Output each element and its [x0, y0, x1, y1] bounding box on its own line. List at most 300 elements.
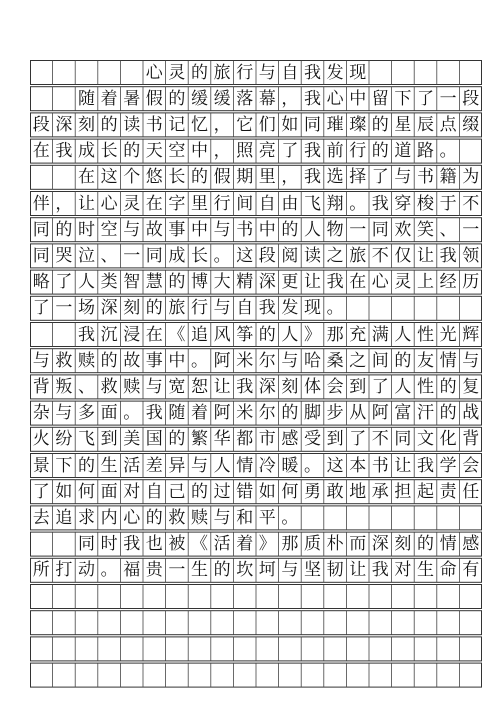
- grid-character: 起: [416, 481, 434, 502]
- grid-character: 人: [394, 376, 412, 397]
- grid-character: 行: [190, 298, 208, 319]
- grid-character: 的: [394, 350, 412, 371]
- grid-character: 平: [258, 507, 276, 528]
- grid-character: 与: [462, 350, 480, 371]
- grid-character: 于: [439, 193, 457, 214]
- grid-character: 长: [168, 167, 186, 188]
- grid-character: 下: [394, 88, 412, 109]
- grid-character: 的: [145, 507, 163, 528]
- grid-character: 那: [281, 534, 299, 555]
- grid-character: 生: [100, 455, 118, 476]
- grid-character: 璀: [326, 114, 344, 135]
- grid-character: 沉: [100, 324, 118, 345]
- grid-character: 贵: [145, 560, 163, 581]
- grid-character: 与: [258, 62, 276, 83]
- grid-character: 点: [439, 114, 457, 135]
- grid-character: 面: [100, 403, 118, 424]
- grid-character: 坷: [258, 560, 276, 581]
- grid-character: 《: [168, 324, 186, 345]
- grid-character: 辰: [416, 114, 434, 135]
- grid-character: 这: [100, 167, 118, 188]
- grid-character: 与: [281, 560, 299, 581]
- grid-character: 叛: [55, 376, 73, 397]
- grid-character: 深: [100, 298, 118, 319]
- grid-character: 桑: [326, 350, 344, 371]
- grid-character: 着: [190, 403, 208, 424]
- grid-character: 筝: [236, 324, 254, 345]
- grid-character: 恕: [190, 376, 208, 397]
- grid-character: 幕: [258, 88, 276, 109]
- grid-character: 战: [462, 403, 480, 424]
- grid-character: 与: [190, 455, 208, 476]
- grid-character: 》: [258, 534, 276, 555]
- grid-character: 到: [349, 376, 367, 397]
- grid-character: 赎: [190, 507, 208, 528]
- grid-character: 中: [190, 141, 208, 162]
- grid-character: 成: [168, 245, 186, 266]
- grid-character: 。: [326, 298, 344, 319]
- grid-character: 时: [77, 219, 95, 240]
- grid-character: 复: [462, 376, 480, 397]
- grid-character: 的: [190, 62, 208, 83]
- grid-character: 对: [123, 481, 141, 502]
- grid-character: 冷: [258, 455, 276, 476]
- grid-character: 情: [236, 455, 254, 476]
- grid-character: 中: [258, 219, 276, 240]
- grid-character: 人: [303, 219, 321, 240]
- grid-character: 在: [145, 193, 163, 214]
- grid-character: 间: [236, 193, 254, 214]
- grid-character: ，: [281, 167, 299, 188]
- grid-character: 的: [55, 219, 73, 240]
- grid-character: 暑: [123, 88, 141, 109]
- grid-character: 的: [190, 481, 208, 502]
- writing-grid: [30, 60, 482, 690]
- grid-character: 暖: [281, 455, 299, 476]
- grid-character: 让: [416, 245, 434, 266]
- grid-character: 己: [168, 481, 186, 502]
- grid-character: 情: [439, 534, 457, 555]
- grid-character: 与: [213, 219, 231, 240]
- grid-character: 去: [32, 507, 50, 528]
- grid-character: 更: [281, 272, 299, 293]
- grid-character: 辉: [462, 324, 480, 345]
- grid-character: 欢: [394, 219, 412, 240]
- grid-character: 会: [326, 376, 344, 397]
- grid-character: 缀: [462, 114, 480, 135]
- grid-character: 一: [439, 88, 457, 109]
- grid-character: 何: [77, 481, 95, 502]
- grid-character: 与: [145, 376, 163, 397]
- grid-character: 市: [258, 429, 276, 450]
- grid-character: 随: [168, 403, 186, 424]
- grid-character: 风: [213, 324, 231, 345]
- grid-character: 动: [77, 560, 95, 581]
- grid-character: 天: [145, 141, 163, 162]
- grid-character: 伴: [32, 193, 50, 214]
- grid-character: 。: [190, 350, 208, 371]
- grid-character: 历: [462, 272, 480, 293]
- grid-character: 中: [168, 350, 186, 371]
- grid-character: 着: [236, 534, 254, 555]
- grid-character: 场: [77, 298, 95, 319]
- grid-character: 感: [462, 534, 480, 555]
- grid-character: 了: [55, 272, 73, 293]
- grid-character: 在: [145, 324, 163, 345]
- grid-character: 前: [326, 141, 344, 162]
- grid-character: 故: [123, 350, 141, 371]
- grid-character: 刻: [394, 534, 412, 555]
- grid-character: ，: [55, 193, 73, 214]
- grid-character: 里: [190, 193, 208, 214]
- grid-character: 性: [416, 324, 434, 345]
- grid-character: 阿: [213, 403, 231, 424]
- grid-character: 自: [258, 193, 276, 214]
- grid-character: 智: [123, 272, 141, 293]
- grid-character: 活: [213, 534, 231, 555]
- grid-character: 多: [77, 403, 95, 424]
- grid-character: 灵: [123, 193, 141, 214]
- grid-character: 中: [349, 88, 367, 109]
- grid-character: 所: [32, 560, 50, 581]
- grid-character: 。: [100, 560, 118, 581]
- grid-character: 这: [326, 455, 344, 476]
- grid-character: 长: [100, 141, 118, 162]
- grid-character: 一: [168, 560, 186, 581]
- grid-character: 书: [145, 114, 163, 135]
- grid-character: 我: [326, 272, 344, 293]
- grid-character: 与: [123, 219, 141, 240]
- grid-character: 救: [100, 376, 118, 397]
- grid-character: 与: [213, 507, 231, 528]
- grid-character: 择: [349, 167, 367, 188]
- grid-character: 体: [303, 376, 321, 397]
- grid-character: 坚: [303, 560, 321, 581]
- grid-character: 到: [100, 429, 118, 450]
- grid-character: 留: [371, 88, 389, 109]
- grid-character: 我: [303, 167, 321, 188]
- grid-character: 了: [349, 429, 367, 450]
- grid-character: 朴: [326, 534, 344, 555]
- grid-character: 一: [55, 298, 73, 319]
- grid-character: 同: [394, 429, 412, 450]
- grid-character: 我: [55, 141, 73, 162]
- grid-character: 的: [77, 455, 95, 476]
- grid-character: 让: [349, 560, 367, 581]
- grid-character: 同: [303, 114, 321, 135]
- grid-character: 的: [190, 167, 208, 188]
- grid-character: 。: [123, 403, 141, 424]
- grid-character: 赎: [77, 350, 95, 371]
- grid-character: 书: [371, 455, 389, 476]
- grid-character: 照: [236, 141, 254, 162]
- grid-character: 精: [236, 272, 254, 293]
- grid-character: 我: [303, 88, 321, 109]
- grid-character: 我: [123, 534, 141, 555]
- grid-character: 不: [371, 245, 389, 266]
- grid-character: 笑: [416, 219, 434, 240]
- grid-character: 的: [100, 350, 118, 371]
- grid-character: 哭: [55, 245, 73, 266]
- grid-character: 飞: [303, 193, 321, 214]
- grid-character: 景: [32, 455, 50, 476]
- grid-character: 尔: [258, 403, 276, 424]
- grid-character: 略: [32, 272, 50, 293]
- grid-character: 《: [190, 534, 208, 555]
- grid-character: 汗: [416, 403, 434, 424]
- grid-character: 从: [349, 403, 367, 424]
- grid-character: 满: [371, 324, 389, 345]
- grid-character: 着: [100, 88, 118, 109]
- grid-character: 梭: [416, 193, 434, 214]
- grid-character: 。: [281, 507, 299, 528]
- grid-character: 书: [236, 219, 254, 240]
- grid-character: 段: [32, 114, 50, 135]
- grid-character: 心: [371, 272, 389, 293]
- grid-character: ，: [213, 114, 231, 135]
- grid-character: 的: [168, 88, 186, 109]
- grid-character: 深: [258, 376, 276, 397]
- grid-character: 质: [303, 534, 321, 555]
- grid-character: 都: [236, 429, 254, 450]
- grid-character: 如: [258, 481, 276, 502]
- grid-character: 下: [55, 455, 73, 476]
- grid-character: 路: [416, 141, 434, 162]
- grid-character: 同: [371, 219, 389, 240]
- grid-character: 记: [168, 114, 186, 135]
- grid-character: 里: [258, 167, 276, 188]
- grid-character: 国: [145, 429, 163, 450]
- grid-character: 飞: [77, 429, 95, 450]
- grid-character: 背: [32, 376, 50, 397]
- grid-character: 选: [326, 167, 344, 188]
- grid-character: 个: [123, 167, 141, 188]
- grid-character: 阿: [371, 403, 389, 424]
- grid-character: 道: [394, 141, 412, 162]
- grid-character: 灵: [168, 62, 186, 83]
- grid-character: 行: [349, 141, 367, 162]
- grid-character: 期: [236, 167, 254, 188]
- grid-character: 差: [145, 455, 163, 476]
- grid-character: 内: [100, 507, 118, 528]
- grid-character: 地: [349, 481, 367, 502]
- grid-character: 自: [281, 62, 299, 83]
- grid-character: 经: [439, 272, 457, 293]
- grid-character: 求: [77, 507, 95, 528]
- grid-character: 富: [394, 403, 412, 424]
- grid-character: 脚: [303, 403, 321, 424]
- grid-character: 让: [77, 193, 95, 214]
- grid-character: 的: [281, 219, 299, 240]
- grid-character: 旅: [349, 245, 367, 266]
- grid-character: 让: [213, 376, 231, 397]
- grid-character: 承: [371, 481, 389, 502]
- grid-character: 。: [213, 245, 231, 266]
- grid-character: 了: [371, 167, 389, 188]
- grid-character: 翔: [326, 193, 344, 214]
- grid-character: 了: [281, 141, 299, 162]
- grid-character: 对: [394, 560, 412, 581]
- grid-character: 哈: [303, 350, 321, 371]
- grid-character: 成: [77, 141, 95, 162]
- grid-character: 我: [371, 560, 389, 581]
- grid-character: 尔: [258, 350, 276, 371]
- grid-character: 不: [371, 429, 389, 450]
- grid-character: 救: [168, 507, 186, 528]
- grid-character: 那: [326, 324, 344, 345]
- grid-character: 读: [123, 114, 141, 135]
- grid-character: 我: [416, 455, 434, 476]
- grid-character: 长: [190, 245, 208, 266]
- grid-character: 和: [236, 507, 254, 528]
- grid-character: 在: [349, 272, 367, 293]
- grid-character: 的: [168, 429, 186, 450]
- grid-character: 同: [32, 245, 50, 266]
- grid-character: 段: [258, 245, 276, 266]
- grid-character: 随: [77, 88, 95, 109]
- grid-character: 阅: [281, 245, 299, 266]
- grid-character: 灵: [394, 272, 412, 293]
- grid-character: 缓: [213, 88, 231, 109]
- grid-character: 自: [145, 481, 163, 502]
- grid-character: 一: [462, 219, 480, 240]
- grid-character: 旅: [213, 62, 231, 83]
- grid-character: 。: [439, 141, 457, 162]
- grid-character: 故: [145, 219, 163, 240]
- grid-character: 的: [100, 114, 118, 135]
- grid-character: 火: [32, 429, 50, 450]
- grid-character: 命: [439, 560, 457, 581]
- grid-character: 字: [168, 193, 186, 214]
- grid-character: 心: [100, 193, 118, 214]
- grid-character: 一: [123, 245, 141, 266]
- grid-character: 会: [462, 455, 480, 476]
- grid-character: 读: [303, 245, 321, 266]
- grid-character: 物: [326, 219, 344, 240]
- grid-character: 米: [236, 350, 254, 371]
- grid-character: 星: [394, 114, 412, 135]
- grid-character: 浸: [123, 324, 141, 345]
- grid-character: 何: [281, 481, 299, 502]
- grid-character: 我: [145, 403, 163, 424]
- grid-character: 现: [349, 62, 367, 83]
- grid-character: 人: [77, 272, 95, 293]
- grid-character: 刻: [77, 114, 95, 135]
- grid-character: 了: [32, 298, 50, 319]
- grid-character: 我: [439, 245, 457, 266]
- grid-character: 中: [190, 219, 208, 240]
- grid-character: 我: [371, 193, 389, 214]
- grid-character: 的: [145, 298, 163, 319]
- grid-character: 福: [123, 560, 141, 581]
- grid-character: 我: [77, 324, 95, 345]
- grid-character: 打: [55, 560, 73, 581]
- grid-character: 空: [100, 219, 118, 240]
- grid-character: 刻: [123, 298, 141, 319]
- grid-character: 段: [462, 88, 480, 109]
- grid-character: 间: [371, 350, 389, 371]
- grid-character: 坎: [236, 560, 254, 581]
- grid-character: 米: [236, 403, 254, 424]
- grid-character: 生: [190, 560, 208, 581]
- grid-character: 落: [236, 88, 254, 109]
- grid-character: 活: [123, 455, 141, 476]
- grid-character: 慧: [145, 272, 163, 293]
- grid-character: 刻: [281, 376, 299, 397]
- grid-character: 时: [100, 534, 118, 555]
- grid-character: 情: [439, 350, 457, 371]
- grid-character: 事: [168, 219, 186, 240]
- grid-character: 感: [281, 429, 299, 450]
- grid-character: 书: [416, 167, 434, 188]
- grid-character: ，: [281, 88, 299, 109]
- grid-character: 泣: [77, 245, 95, 266]
- grid-character: 与: [55, 403, 73, 424]
- grid-character: 空: [168, 141, 186, 162]
- grid-character: 我: [236, 376, 254, 397]
- grid-character: 在: [32, 141, 50, 162]
- grid-character: 一: [349, 219, 367, 240]
- grid-character: 韧: [326, 560, 344, 581]
- grid-character: 让: [303, 272, 321, 293]
- grid-character: 心: [123, 507, 141, 528]
- grid-character: 》: [303, 324, 321, 345]
- grid-character: 的: [416, 534, 434, 555]
- grid-character: 光: [439, 324, 457, 345]
- grid-character: 受: [303, 429, 321, 450]
- grid-character: 友: [416, 350, 434, 371]
- grid-character: 充: [349, 324, 367, 345]
- grid-character: 的: [439, 403, 457, 424]
- grid-character: 宽: [168, 376, 186, 397]
- grid-character: 过: [213, 481, 231, 502]
- grid-character: 发: [326, 62, 344, 83]
- grid-character: 让: [394, 455, 412, 476]
- grid-character: 深: [55, 114, 73, 135]
- grid-character: 假: [145, 88, 163, 109]
- grid-character: 纷: [55, 429, 73, 450]
- grid-character: 上: [416, 272, 434, 293]
- grid-character: 了: [371, 376, 389, 397]
- grid-character: 缓: [190, 88, 208, 109]
- grid-character: 的: [281, 403, 299, 424]
- grid-character: 博: [190, 272, 208, 293]
- grid-character: 背: [462, 429, 480, 450]
- grid-character: 大: [213, 272, 231, 293]
- grid-character: 本: [349, 455, 367, 476]
- grid-character: 步: [326, 403, 344, 424]
- grid-character: 行: [236, 62, 254, 83]
- grid-character: 我: [258, 298, 276, 319]
- grid-character: 这: [236, 245, 254, 266]
- grid-character: 心: [326, 88, 344, 109]
- grid-character: 行: [213, 193, 231, 214]
- grid-character: 异: [168, 455, 186, 476]
- grid-character: 之: [349, 350, 367, 371]
- grid-character: 被: [168, 534, 186, 555]
- grid-character: 、: [439, 219, 457, 240]
- grid-character: 有: [462, 560, 480, 581]
- grid-character: 悠: [145, 167, 163, 188]
- grid-character: 美: [123, 429, 141, 450]
- grid-character: 仅: [394, 245, 412, 266]
- grid-character: 在: [77, 167, 95, 188]
- grid-character: 的: [213, 560, 231, 581]
- grid-character: 责: [439, 481, 457, 502]
- grid-character: 生: [416, 560, 434, 581]
- grid-character: 面: [100, 481, 118, 502]
- grid-character: 错: [236, 481, 254, 502]
